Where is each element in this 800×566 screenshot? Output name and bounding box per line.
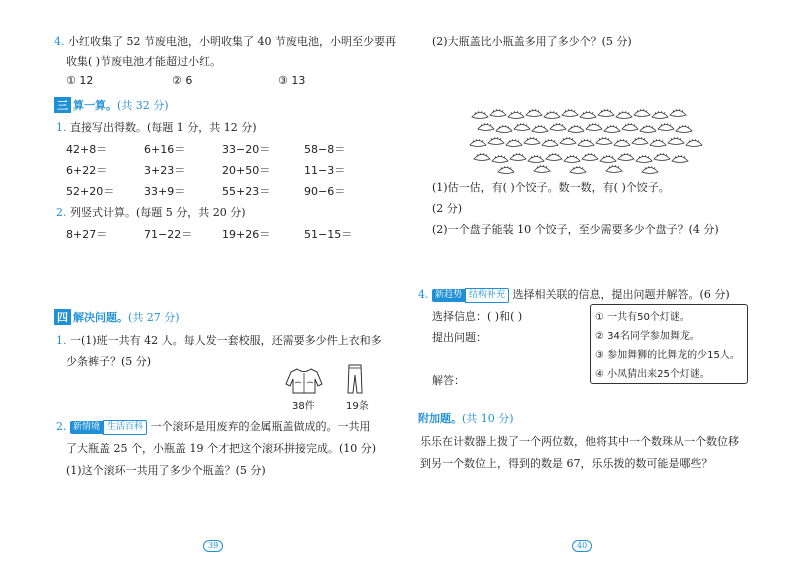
info-item: ③ 参加舞狮的比舞龙的少15人。 bbox=[595, 350, 740, 361]
info-item: ① 一共有50个灯谜。 bbox=[595, 312, 690, 323]
s4q2-number: 2. bbox=[56, 420, 67, 433]
ask-question-label: 提出问题： bbox=[432, 331, 487, 344]
new-context-tag: 新情境 bbox=[70, 421, 103, 434]
s3q2-text: 列竖式计算。(每题 5 分，共 20 分) bbox=[70, 206, 246, 219]
q4-left-line2: 收集( )节废电池才能超过小红。 bbox=[66, 55, 222, 68]
calc-cell: 20+50＝ bbox=[222, 164, 271, 177]
calc-cell: 90−6＝ bbox=[304, 185, 346, 198]
extra-heading bbox=[418, 410, 514, 426]
calc-cell: 3+23＝ bbox=[144, 164, 186, 177]
option-2: ② 6 bbox=[172, 74, 193, 87]
q4-left-text1: 小红收集了 52 节废电池，小明收集了 40 节废电池，小明至少要再 bbox=[68, 35, 396, 48]
s4q1-line2: 少条裤子？(5 分) bbox=[66, 355, 152, 368]
extra-score: (共 10 分) bbox=[462, 412, 514, 425]
info-item: ④ 小凤猜出来25个灯谜。 bbox=[595, 369, 710, 380]
option-1: ① 12 bbox=[66, 74, 94, 87]
pants-icon bbox=[347, 364, 363, 394]
q4-left-number: 4. bbox=[54, 35, 65, 48]
calc-cell: 11−3＝ bbox=[304, 164, 346, 177]
calc-cell: 6+16＝ bbox=[144, 143, 186, 156]
answer-label: 解答： bbox=[432, 374, 465, 387]
calc-cell: 58−8＝ bbox=[304, 143, 346, 156]
life-encyclopedia-tag: 生活百科 bbox=[103, 420, 147, 435]
info-item: ② 34名同学参加舞龙。 bbox=[595, 331, 700, 342]
calc-cell: 52+20＝ bbox=[66, 185, 115, 198]
section-3-score: (共 32 分) bbox=[117, 99, 169, 112]
s4q1-line1 bbox=[56, 332, 382, 348]
calc-cell: 33+9＝ bbox=[144, 185, 186, 198]
vertical-calc-cell: 51−15＝ bbox=[304, 228, 353, 241]
dumpling-q1-score: (2 分) bbox=[432, 202, 463, 215]
r-q4-text: 选择相关联的信息，提出问题并解答。(6 分) bbox=[512, 288, 730, 301]
section-4-score: (共 27 分) bbox=[128, 311, 180, 324]
calc-cell: 6+22＝ bbox=[66, 164, 108, 177]
jacket-icon bbox=[285, 366, 323, 394]
select-info-line: 选择信息：( )和( ) bbox=[432, 310, 523, 323]
r-q4-heading bbox=[418, 286, 730, 303]
s3q1-heading bbox=[56, 119, 257, 135]
section-4-heading bbox=[54, 309, 180, 325]
section-3-title: 算一算。 bbox=[73, 99, 117, 112]
s3q1-text: 直接写出得数。(每题 1 分，共 12 分) bbox=[70, 121, 257, 134]
extra-title: 附加题。 bbox=[418, 412, 462, 425]
dumpling-q1: (1)估一估，有( )个饺子。数一数，有( )个饺子。 bbox=[432, 181, 670, 194]
bottle-cap-sub2: (2)大瓶盖比小瓶盖多用了多少个？(5 分) bbox=[432, 35, 632, 48]
s4q2-text1: 一个滚环是用废弃的金属瓶盖做成的。一共用 bbox=[150, 420, 371, 433]
q4-left-line1 bbox=[54, 33, 396, 49]
vertical-calc-cell: 19+26＝ bbox=[222, 228, 271, 241]
vertical-calc-cell: 8+27＝ bbox=[66, 228, 108, 241]
s4q2-sub1: (1)这个滚环一共用了多少个瓶盖？(5 分) bbox=[66, 464, 266, 477]
dumpling-q2: (2)一个盘子能装 10 个饺子，至少需要多少个盘子？(4 分) bbox=[432, 223, 719, 236]
r-q4-number: 4. bbox=[418, 288, 429, 301]
pants-caption: 19条 bbox=[346, 401, 369, 412]
section-3-heading bbox=[54, 97, 169, 113]
s4q1-number: 1. bbox=[56, 334, 67, 347]
calc-cell: 33−20＝ bbox=[222, 143, 271, 156]
vertical-calc-cell: 71−22＝ bbox=[144, 228, 193, 241]
option-3: ③ 13 bbox=[278, 74, 306, 87]
extra-line1: 乐乐在计数器上拨了一个两位数，他将其中一个数珠从一个数位移 bbox=[420, 435, 739, 448]
s4q2-line2: 了大瓶盖 25 个，小瓶盖 19 个才把这个滚环拼接完成。(10 分) bbox=[66, 442, 377, 455]
section-3-number: 三 bbox=[54, 97, 71, 113]
s4q1-text1: 一(1)班一共有 42 人。每人发一套校服，还需要多少件上衣和多 bbox=[70, 334, 382, 347]
info-box bbox=[590, 304, 748, 384]
s3q1-number: 1. bbox=[56, 121, 67, 134]
page-number-right: 40 bbox=[572, 540, 592, 552]
calc-cell: 42+8＝ bbox=[66, 143, 108, 156]
extra-line2: 到另一个数位上，得到的数是 67，乐乐拨的数可能是哪些？ bbox=[420, 457, 713, 470]
page-number-left: 39 bbox=[203, 540, 223, 552]
dumplings-illustration bbox=[466, 104, 706, 174]
section-4-number: 四 bbox=[54, 309, 71, 325]
calc-cell: 55+23＝ bbox=[222, 185, 271, 198]
s4q2-line1 bbox=[56, 418, 371, 435]
jacket-caption: 38件 bbox=[292, 401, 315, 412]
s3q2-heading bbox=[56, 204, 246, 220]
s3q2-number: 2. bbox=[56, 206, 67, 219]
structure-supplement-tag: 结构补充 bbox=[465, 288, 509, 303]
section-4-title: 解决问题。 bbox=[73, 311, 128, 324]
new-trend-tag: 新趋势 bbox=[432, 289, 465, 302]
